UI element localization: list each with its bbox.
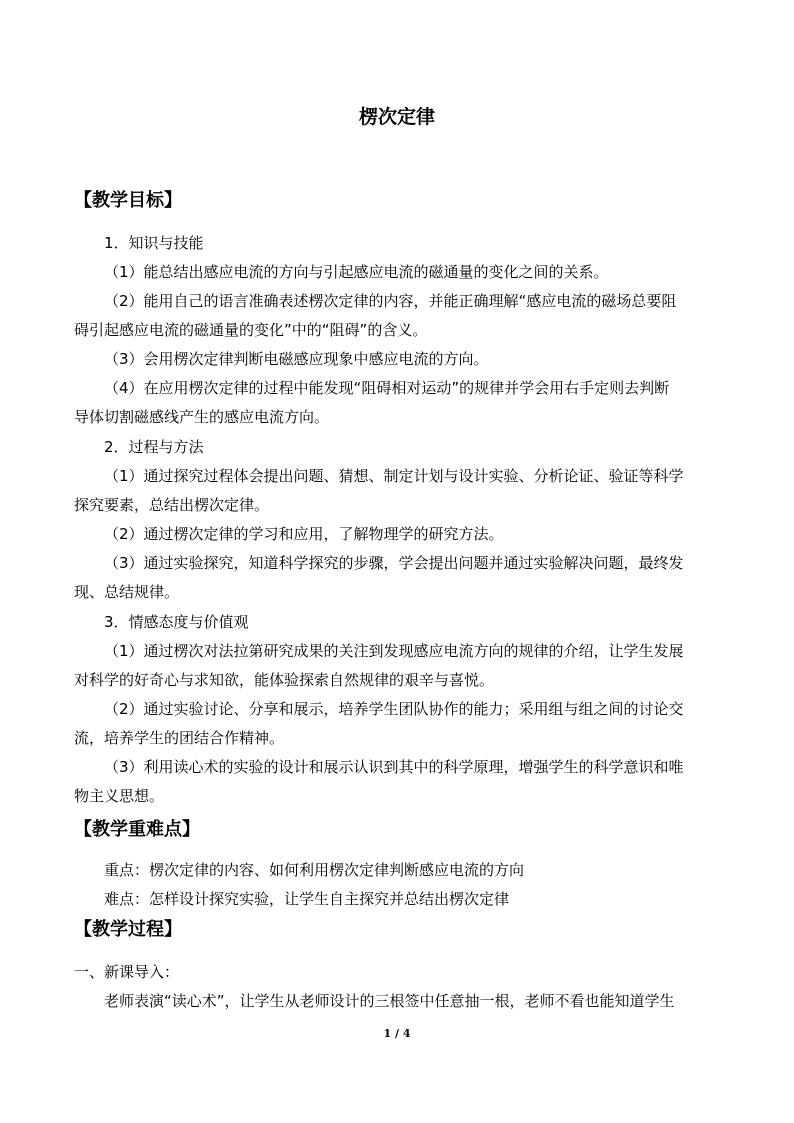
objective-item: （2）通过实验讨论、分享和展示，培养学生团队协作的能力；采用组与组之间的讨论交 [104, 700, 684, 718]
objective-item-continuation: 物主义思想。 [74, 787, 165, 805]
objective-item-continuation: 流，培养学生的团结合作精神。 [74, 729, 285, 747]
subsection-heading-process: 2．过程与方法 [104, 438, 204, 456]
process-intro-heading: 一、新课导入： [74, 963, 180, 981]
objective-item: （3）会用楞次定律判断电磁感应现象中感应电流的方向。 [104, 350, 489, 368]
objective-item: （2）能用自己的语言准确表述楞次定律的内容，并能正确理解“感应电流的磁场总要阻 [104, 292, 677, 310]
objective-item-continuation: 对科学的好奇心与求知欲，能体验探索自然规律的艰辛与喜悦。 [74, 671, 495, 689]
document-title: 楞次定律 [358, 106, 435, 128]
key-point-focus: 重点：楞次定律的内容、如何利用楞次定律判断感应电流的方向 [104, 861, 525, 879]
process-intro-text: 老师表演“读心术”，让学生从老师设计的三根签中任意抽一根，老师不看也能知道学生 [104, 992, 675, 1010]
subsection-heading-attitude: 3．情感态度与价值观 [104, 613, 249, 631]
page-number: 1 / 4 [383, 1027, 411, 1040]
subsection-heading-knowledge: 1．知识与技能 [104, 234, 204, 252]
objective-item: （1）通过探究过程体会提出问题、猜想、制定计划与设计实验、分析论证、验证等科学 [104, 467, 684, 485]
section-heading-process: 【教学过程】 [74, 919, 182, 940]
section-heading-key-points: 【教学重难点】 [74, 819, 200, 840]
objective-item: （1）通过楞次对法拉第研究成果的关注到发现感应电流方向的规律的介绍，让学生发展 [104, 642, 684, 660]
objective-item-continuation: 导体切割磁感线产生的感应电流方向。 [74, 408, 330, 426]
objective-item-continuation: 探究要素，总结出楞次定律。 [74, 496, 270, 514]
objective-item: （1）能总结出感应电流的方向与引起感应电流的磁通量的变化之间的关系。 [104, 263, 609, 281]
objective-item: （3）利用读心术的实验的设计和展示认识到其中的科学原理，增强学生的科学意识和唯 [104, 758, 684, 776]
objective-item: （3）通过实验探究，知道科学探究的步骤，学会提出问题并通过实验解决问题，最终发 [104, 554, 684, 572]
objective-item-continuation: 碍引起感应电流的磁通量的变化”中的“阻碍”的含义。 [74, 321, 428, 339]
objective-item: （2）通过楞次定律的学习和应用，了解物理学的研究方法。 [104, 525, 504, 543]
objective-item-continuation: 现、总结规律。 [74, 583, 180, 601]
objective-item: （4）在应用楞次定律的过程中能发现“阻碍相对运动”的规律并学会用右手定则去判断 [104, 379, 670, 397]
key-point-difficulty: 难点：怎样设计探究实验，让学生自主探究并总结出楞次定律 [104, 890, 510, 908]
section-heading-objectives: 【教学目标】 [74, 190, 182, 211]
